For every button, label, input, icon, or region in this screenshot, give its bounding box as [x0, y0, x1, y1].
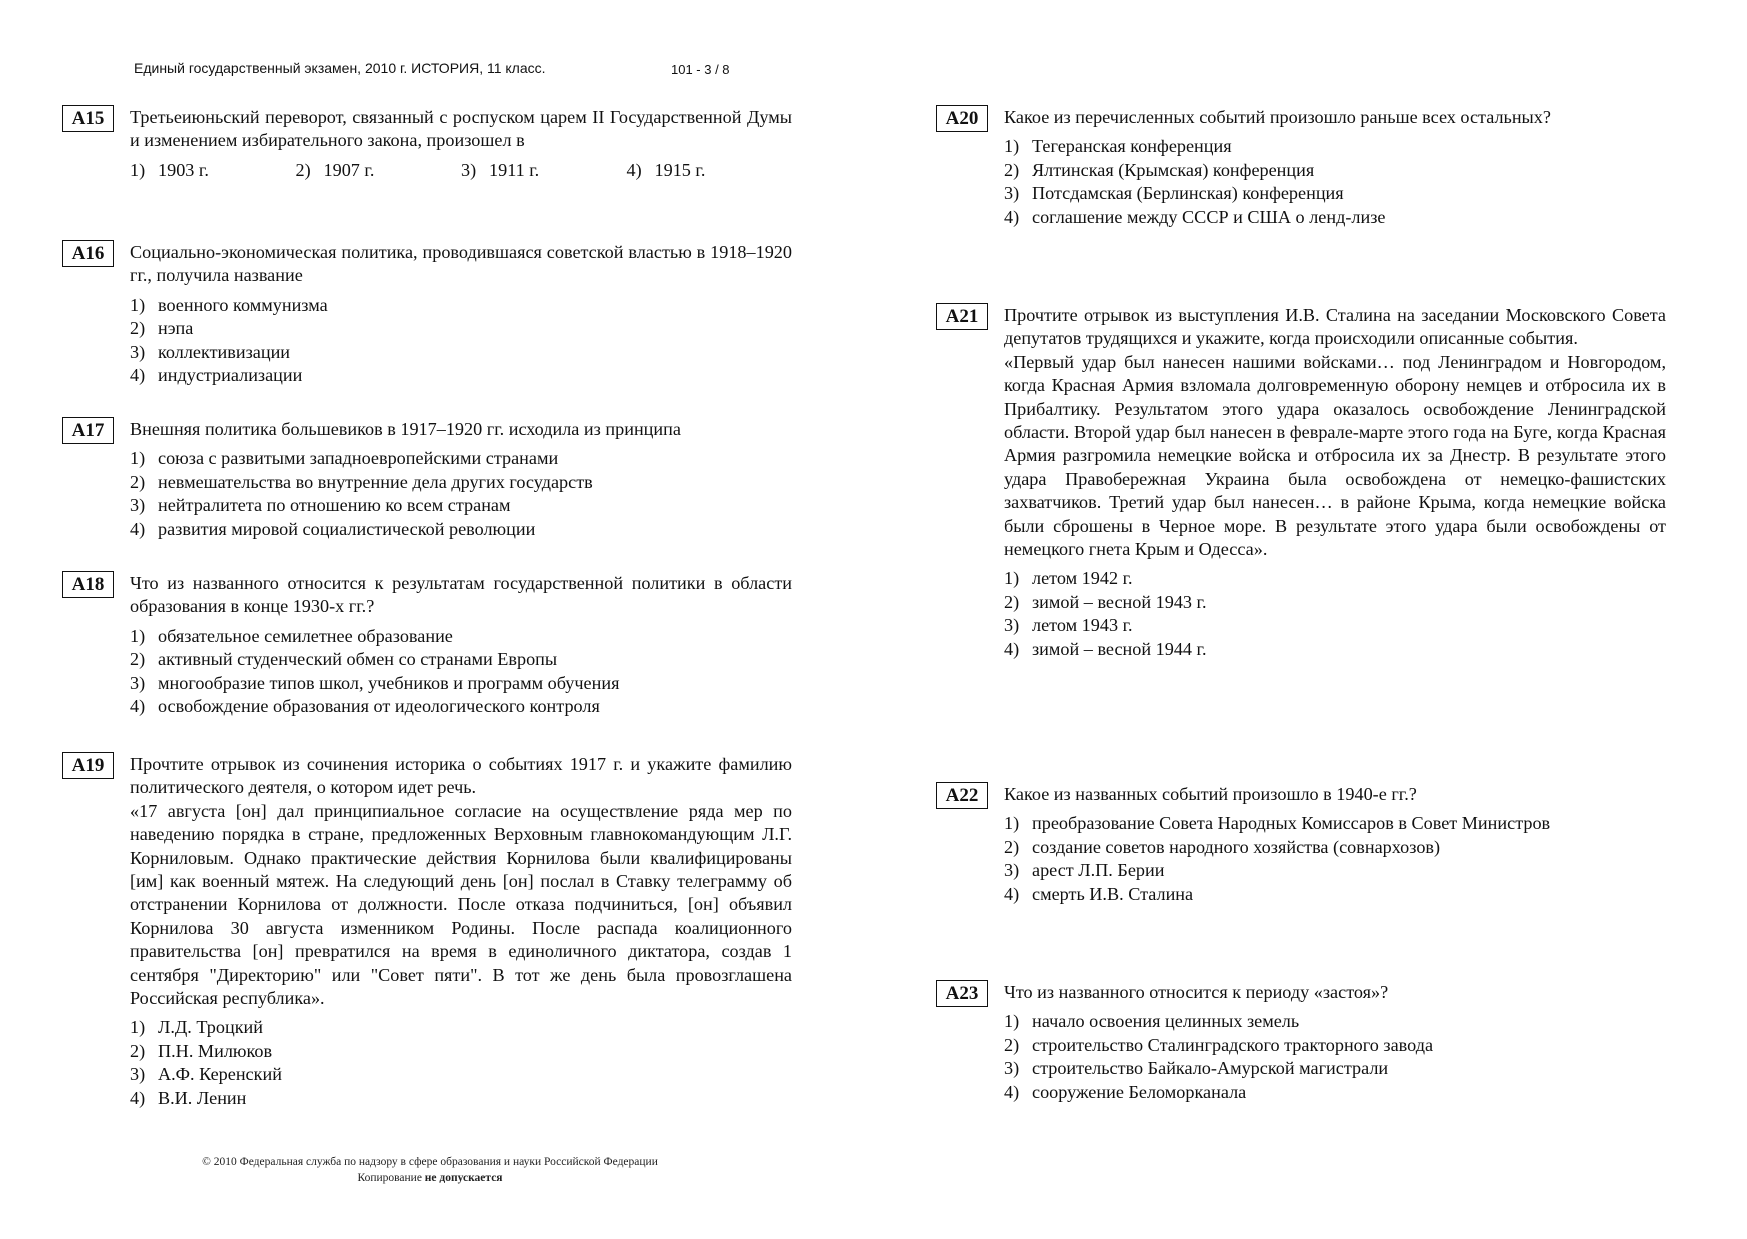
exam-title: Единый государственный экзамен, 2010 г. ИСТОРИЯ, 11 класс. [134, 60, 546, 76]
answer-option[interactable] [1004, 159, 1666, 182]
option-number: 4) [1004, 206, 1020, 227]
copyright-line: © 2010 Федеральная служба по надзору в сфере образования и науки Российской Федерации [202, 1156, 658, 1168]
option-text: зимой – весной 1943 г. [1032, 591, 1207, 612]
question-stem: Что из названного относится к периоду «застоя»? [1004, 982, 1389, 1002]
option-number: 3) [1004, 860, 1020, 881]
option-text: зимой – весной 1944 г. [1032, 638, 1207, 659]
option-number: 4) [130, 1087, 146, 1108]
option-number: 4) [1004, 638, 1020, 659]
answer-option[interactable] [130, 294, 792, 317]
option-number: 2) [130, 318, 146, 339]
option-number: 1) [1004, 136, 1020, 157]
option-number: 1) [1004, 1011, 1020, 1032]
answer-option[interactable] [1004, 812, 1666, 835]
option-number: 2) [1004, 591, 1020, 612]
question-number: A19 [62, 752, 114, 779]
option-text: военного коммунизма [158, 294, 328, 315]
answer-option[interactable] [1004, 836, 1666, 859]
option-text: преобразование Совета Народных Комиссаров в Совет Министров [1032, 813, 1551, 834]
answer-options [1004, 812, 1666, 906]
question-number: A20 [936, 105, 988, 132]
option-number: 1) [130, 294, 146, 315]
option-number: 2) [130, 649, 146, 670]
option-text: индустриализации [158, 365, 303, 386]
answer-options [130, 294, 792, 388]
answer-option[interactable] [130, 648, 792, 671]
question-number: A23 [936, 980, 988, 1007]
question-stem: Что из названного относится к результатам государственной политики в области образования в конце 1930-х гг.? [130, 573, 792, 617]
option-text: 1911 г. [489, 159, 540, 180]
option-number: 3) [130, 1064, 146, 1085]
option-text: невмешательства во внутренние дела других государств [158, 471, 593, 492]
question-a15 [71, 106, 792, 182]
question-stem: Третьеиюньский переворот, связанный с роспуском царем II Государственной Думы и изменением избирательного закона, произошел в [130, 107, 792, 151]
option-text: обязательное семилетнее образование [158, 625, 453, 646]
option-text: нейтралитета по отношению ко всем странам [158, 495, 511, 516]
source-excerpt: «17 августа [он] дал принципиальное согласие на осуществление ряда мер по наведению порядка в стране, предложенных Верховным главнокомандующим Л.Г. Корниловым. Однако практические действия Корнилова были квалифицированы [им] как военный мятеж. На следующий день [он] послал в Ставку телеграмму об отстранении Корнилова от должности. После отказа подчиниться, [он] объявил Корнилова 30 августа изменником Родины. После распада коалиционного правительства [он] превратился на время в единоличного диктатора, создав 1 сентября "Директорию" или "Совет пяти". В тот же день была провозглашена Российская республика». [130, 800, 792, 1009]
answer-option[interactable] [130, 518, 792, 541]
question-number: A21 [936, 303, 988, 330]
question-a19 [71, 753, 792, 1110]
option-number: 4) [130, 696, 146, 717]
option-number: 3) [130, 341, 146, 362]
answer-option[interactable] [130, 1040, 792, 1063]
question-number: A22 [936, 782, 988, 809]
answer-option[interactable] [130, 1063, 792, 1086]
answer-option[interactable] [1004, 182, 1666, 205]
option-number: 4) [1004, 1081, 1020, 1102]
answer-option[interactable] [130, 317, 792, 340]
answer-option[interactable] [1004, 135, 1666, 158]
question-a21 [945, 304, 1666, 661]
option-number: 3) [461, 159, 477, 180]
option-number: 1) [130, 625, 146, 646]
answer-option[interactable] [1004, 591, 1666, 614]
question-a17 [71, 418, 792, 541]
answer-option[interactable] [1004, 859, 1666, 882]
answer-options [130, 1016, 792, 1110]
option-text: соглашение между СССР и США о ленд-лизе [1032, 206, 1386, 227]
answer-option[interactable] [1004, 1034, 1666, 1057]
answer-option[interactable] [1004, 614, 1666, 637]
answer-option[interactable] [130, 672, 792, 695]
answer-option[interactable] [130, 1016, 792, 1039]
page-header [134, 60, 730, 77]
option-number: 3) [130, 672, 146, 693]
answer-option[interactable] [130, 1087, 792, 1110]
option-number: 3) [1004, 1058, 1020, 1079]
option-text: летом 1943 г. [1032, 615, 1133, 636]
option-number: 2) [130, 471, 146, 492]
answer-options [130, 159, 792, 182]
option-text: нэпа [158, 318, 194, 339]
page-number: 101 - 3 / 8 [671, 62, 730, 77]
option-number: 1) [1004, 568, 1020, 589]
answer-option[interactable] [296, 159, 462, 182]
answer-options [1004, 567, 1666, 661]
option-text: коллективизации [158, 341, 291, 362]
option-text: 1915 г. [654, 159, 706, 180]
question-a18 [71, 572, 792, 718]
option-number: 2) [295, 159, 311, 180]
question-stem: Какое из перечисленных событий произошло раньше всех остальных? [1004, 107, 1551, 127]
option-number: 2) [130, 1040, 146, 1061]
answer-option[interactable] [130, 447, 792, 470]
option-number: 2) [1004, 836, 1020, 857]
answer-options [1004, 135, 1666, 229]
option-text: строительство Сталинградского тракторного завода [1032, 1034, 1434, 1055]
option-text: Потсдамская (Берлинская) конференция [1032, 183, 1344, 204]
option-text: 1907 г. [323, 159, 375, 180]
option-text: летом 1942 г. [1032, 568, 1133, 589]
option-number: 4) [626, 159, 642, 180]
question-stem: Социально-экономическая политика, проводившаяся советской властью в 1918–1920 гг., получила название [130, 242, 792, 286]
option-number: 1) [130, 159, 146, 180]
question-stem: Какое из названных событий произошло в 1940-е гг.? [1004, 784, 1417, 804]
answer-option[interactable] [130, 625, 792, 648]
option-text: строительство Байкало-Амурской магистрали [1032, 1058, 1389, 1079]
option-text: Л.Д. Троцкий [158, 1017, 264, 1038]
option-number: 4) [1004, 883, 1020, 904]
question-a22 [945, 783, 1666, 906]
option-text: развития мировой социалистической революции [158, 518, 536, 539]
question-a20 [945, 106, 1666, 229]
page-footer [0, 1154, 860, 1186]
answer-option[interactable] [1004, 567, 1666, 590]
answer-option[interactable] [1004, 206, 1666, 229]
question-stem: Внешняя политика большевиков в 1917–1920 гг. исходила из принципа [130, 419, 681, 439]
option-text: Тегеранская конференция [1032, 136, 1232, 157]
answer-option[interactable] [130, 494, 792, 517]
option-number: 1) [130, 1017, 146, 1038]
option-text: В.И. Ленин [158, 1087, 247, 1108]
question-number: A17 [62, 417, 114, 444]
question-number: A15 [62, 105, 114, 132]
question-a23 [945, 981, 1666, 1104]
copy-notice-prefix: Копирование [357, 1172, 425, 1184]
option-text: активный студенческий обмен со странами Европы [158, 649, 558, 670]
option-number: 4) [130, 365, 146, 386]
answer-option[interactable] [1004, 883, 1666, 906]
answer-option[interactable] [1004, 638, 1666, 661]
answer-option[interactable] [130, 159, 296, 182]
option-number: 1) [130, 448, 146, 469]
option-text: союза с развитыми западноевропейскими странами [158, 448, 559, 469]
option-text: сооружение Беломорканала [1032, 1081, 1247, 1102]
answer-option[interactable] [1004, 1081, 1666, 1104]
answer-option[interactable] [130, 364, 792, 387]
option-text: многообразие типов школ, учебников и программ обучения [158, 672, 620, 693]
answer-option[interactable] [130, 341, 792, 364]
answer-option[interactable] [1004, 1057, 1666, 1080]
question-a16 [71, 241, 792, 387]
option-number: 3) [1004, 183, 1020, 204]
option-number: 1) [1004, 813, 1020, 834]
answer-option[interactable] [130, 695, 792, 718]
option-text: смерть И.В. Сталина [1032, 883, 1194, 904]
answer-options [130, 625, 792, 719]
question-stem: Прочтите отрывок из сочинения историка о событиях 1917 г. и укажите фамилию политического деятеля, о котором идет речь. [130, 754, 792, 798]
option-number: 2) [1004, 1034, 1020, 1055]
question-stem: Прочтите отрывок из выступления И.В. Сталина на заседании Московского Совета депутатов трудящихся и укажите, когда происходили описанные события. [1004, 305, 1666, 349]
copy-notice-bold: не допускается [424, 1172, 503, 1184]
answer-option[interactable] [461, 159, 627, 182]
question-number: A16 [62, 240, 114, 267]
option-text: начало освоения целинных земель [1032, 1011, 1300, 1032]
option-text: арест Л.П. Берии [1032, 860, 1165, 881]
option-text: 1903 г. [158, 159, 209, 180]
option-text: Ялтинская (Крымская) конференция [1032, 159, 1315, 180]
option-text: создание советов народного хозяйства (совнархозов) [1032, 836, 1441, 857]
answer-options [130, 447, 792, 541]
answer-option[interactable] [627, 159, 793, 182]
answer-option[interactable] [1004, 1010, 1666, 1033]
option-number: 2) [1004, 159, 1020, 180]
option-text: А.Ф. Керенский [158, 1064, 282, 1085]
option-number: 3) [130, 495, 146, 516]
answer-options [1004, 1010, 1666, 1104]
question-number: A18 [62, 571, 114, 598]
option-text: П.Н. Милюков [158, 1040, 273, 1061]
source-excerpt: «Первый удар был нанесен нашими войсками… под Ленинградом и Новгородом, когда Красная Армия взломала долговременную оборону немцев и отбросила их в Прибалтику. Результатом этого удара оказалось освобождение Ленинградской области. Второй удар был нанесен в феврале-марте этого года на Буге, когда Красная Армия разгромила немецкие войска и отбросила их за Днестр. В результате этого удара Правобережная Украина была освобождена от немецко-фашистских захватчиков. Третий удар был нанесен… в районе Крыма, когда немецкие войска были сброшены в Черное море. В результате этого удара были освобождены от немецкого гнета Крым и Одесса». [1004, 351, 1666, 560]
option-text: освобождение образования от идеологического контроля [158, 696, 600, 717]
option-number: 4) [130, 518, 146, 539]
option-number: 3) [1004, 615, 1020, 636]
answer-option[interactable] [130, 471, 792, 494]
copy-notice [0, 1170, 860, 1186]
